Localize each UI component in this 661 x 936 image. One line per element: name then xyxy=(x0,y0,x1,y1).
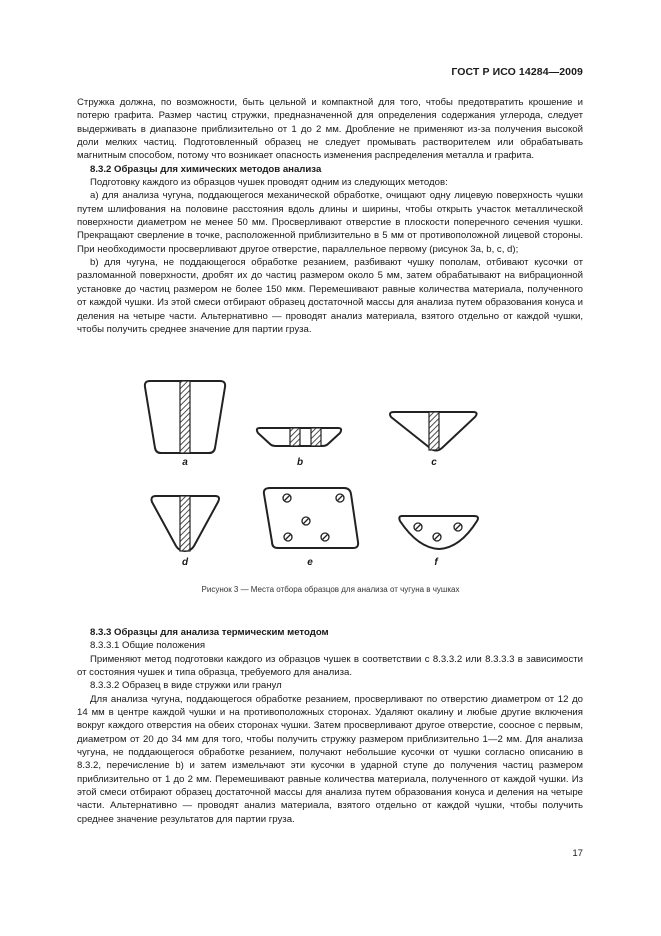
intro-paragraph: Стружка должна, по возможности, быть цельной и компактной для того, чтобы предотвратить крошение и потерю графита. Размер частиц стружки, предназначенной для определения содержания углерода, следует выдерживать в диапазоне приблизительно от 1 до 2 мм. Дробление не применяют из-за получения высокой доли мелких частиц. Подготовленный образец не следует промывать растворителем или обрабатывать магнитным способом, потому что возникает опасность изменения распределения металла и графита. xyxy=(77,97,583,162)
ingot-a-shape xyxy=(145,381,225,453)
ingot-f-hole-2 xyxy=(433,533,441,541)
ingot-e-hole-2 xyxy=(336,494,344,502)
ingot-e-hole-3 xyxy=(302,517,310,525)
ingot-f-shape xyxy=(399,516,478,549)
list-item-a: a) для анализа чугуна, поддающегося механической обработке, очищают одну лицевую поверхность чушки путем шлифования на половине расстояния вдоль длины и ширины, чтобы открыть участок металлической поверхности диаметром не менее 50 мм. Просверливают отверстие в плоскости поперечного сечения чушки. Прекращают сверление в точке, расположенной приблизительно в 5 мм от противоположной лицевой стороны. При необходимости просверливают другое отверстие, параллельное первому (рисунок 3а, b, c, d); xyxy=(77,190,583,255)
ingot-c-shape xyxy=(390,412,477,451)
section-8-3-3-2-text: Для анализа чугуна, поддающегося обработке резанием, просверливают по отверстию диаметром от 12 до 14 мм в центре каждой чушки и на противоположных сторонах. Удаляют окалину и любые другие включения вокруг каждого отверстия на обеих сторонах чушки. Затем просверливают другое отверстие, соосное с первым, диаметром от 20 до 34 мм для того, чтобы получить стружку размером приблизительно 1—2 мм. Для анализа чугуна, не поддающегося обработке резанием, получают небольшие кусочки от чушки согласно описанию в 8.3.2, перечисление b) и затем измельчают эти кусочки в ударной ступе до получения частиц размером приблизительно от 1 до 2 мм. Перемешивают равные количества материала, полученного от каждой чушки. Из этой смеси отбирают образец достаточной массы для анализа путем образования конуса и деления на четыре части. Альтернативно — проводят анализ материала, взятого отдельно от каждой чушки, чтобы получить среднее значение результатов для партии груза. xyxy=(77,693,583,825)
section-8-3-2-intro: Подготовку каждого из образцов чушек проводят одним из следующих методов: xyxy=(90,177,448,189)
ingot-e-hole-1 xyxy=(283,494,291,502)
section-8-3-3-2-heading: 8.3.3.2 Образец в виде стружки или гранул xyxy=(90,680,282,692)
ingot-e-hole-5 xyxy=(321,533,329,541)
list-item-b: b) для чугуна, не поддающегося обработке резанием, разбивают чушку пополам, отбивают кусочки от разломанной поверхности, дробят их до частиц размером около 5 мм, затем обрабатывают на вибрационной установке до частиц размером не более 150 мкм. Перемешивают равные количества материала, полученного от каждой чушки. Из этой смеси отбирают образец достаточной массы для анализа путем образования конуса и деления на четыре части. Альтернативно — проводят анализ материала, взятого отдельно от каждой чушки, чтобы получить среднее значение для партии груза. xyxy=(77,257,583,335)
figure-label-c: c xyxy=(431,457,437,468)
ingot-f-hole-1 xyxy=(414,523,422,531)
section-8-3-2-heading: 8.3.2 Образцы для химических методов анализа xyxy=(90,163,322,175)
figure-caption: Рисунок 3 — Места отбора образцов для анализа от чугуна в чушках xyxy=(201,585,460,594)
figure-label-a: a xyxy=(182,457,188,468)
figure-label-e: e xyxy=(307,557,313,568)
section-8-3-3-1-text: Применяют метод подготовки каждого из образцов чушек в соответствии с 8.3.3.2 или 8.3.3.3 в зависимости от состояния чушек и типа образца, требуемого для анализа. xyxy=(77,653,583,679)
ingot-e-hole-4 xyxy=(284,533,292,541)
figure-label-b: b xyxy=(296,457,304,468)
section-8-3-3-1-heading: 8.3.3.1 Общие положения xyxy=(90,640,206,652)
figure-label-f: f xyxy=(434,557,438,568)
figure-label-d: d xyxy=(181,557,189,568)
figure-3-drawing xyxy=(130,376,530,576)
text-block-bottom xyxy=(77,626,583,826)
ingot-b-shape xyxy=(257,428,341,446)
section-8-3-3-heading: 8.3.3 Образцы для анализа термическим методом xyxy=(90,627,329,638)
ingot-f-hole-3 xyxy=(454,523,462,531)
text-block-top xyxy=(77,96,583,336)
document-header: ГОСТ Р ИСО 14284—2009 xyxy=(451,66,583,78)
page-number: 17 xyxy=(572,848,583,859)
ingot-d-shape xyxy=(152,496,220,551)
figure-3 xyxy=(130,376,530,576)
